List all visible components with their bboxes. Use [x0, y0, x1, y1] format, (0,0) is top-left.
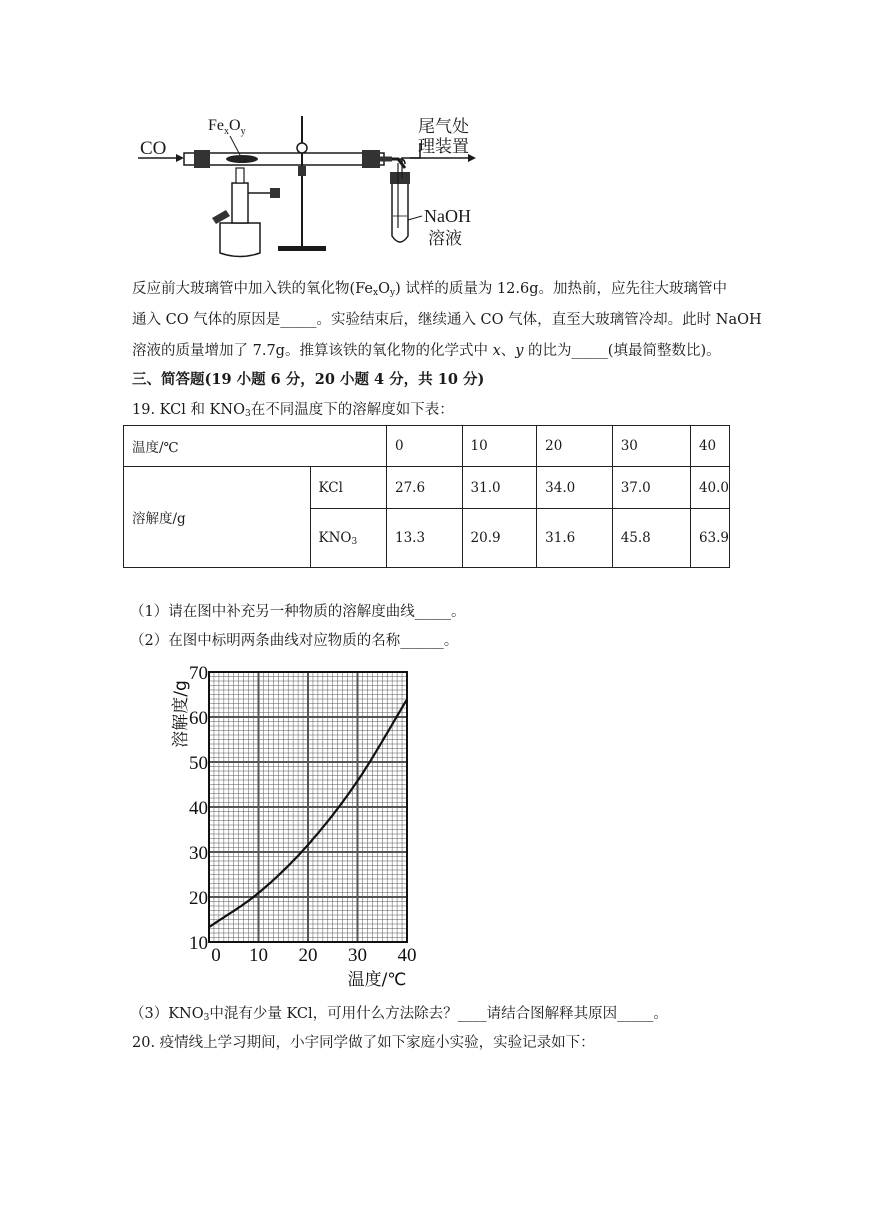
y-axis-label: 溶解度/g — [171, 680, 191, 748]
q19-intro — [132, 398, 454, 419]
svg-text:FexOy — [208, 117, 246, 137]
q19-sub3-sub: 3 — [203, 1013, 210, 1023]
temp-cell: 40 — [690, 426, 729, 467]
kno3-cell: 31.6 — [537, 509, 613, 568]
x-tick-label: 40 — [397, 945, 417, 966]
kcl-cell: 31.0 — [462, 467, 537, 509]
temp-cell: 10 — [462, 426, 537, 467]
para1-line1 — [132, 277, 727, 298]
alcohol-lamp — [220, 223, 260, 257]
q19-sub1: （1）请在图中补充另一种物质的溶解度曲线_____。 — [130, 604, 466, 620]
kcl-name: KCl — [310, 467, 386, 509]
kno3-cell: 63.9 — [690, 509, 729, 568]
glass-tube — [184, 153, 384, 165]
q19-sub3 — [130, 1002, 668, 1023]
kno3-name-text: KNO — [318, 529, 352, 546]
y-tick-label: 50 — [189, 753, 208, 774]
y-tick-label: 20 — [189, 888, 208, 909]
q19-intro-a: 19. KCl 和 KNO — [132, 402, 245, 418]
q19-intro-b: 在不同温度下的溶解度如下表： — [250, 402, 454, 418]
para1-l1sub1: x — [373, 288, 379, 298]
para1-l3x: x — [492, 343, 501, 359]
q19-sub2: （2）在图中标明两条曲线对应物质的名称______。 — [130, 633, 459, 649]
para1-l3y: y — [515, 343, 524, 359]
para1-l1sub2: y — [389, 288, 396, 298]
y-tick-label: 10 — [189, 933, 208, 954]
para1-l3b: 的比为_____(填最简整数比)。 — [523, 343, 721, 359]
solubility-label: 溶解度/g — [124, 467, 311, 568]
y-tick-label: 30 — [189, 843, 208, 864]
temp-cell: 0 — [387, 426, 463, 467]
exhaust-label-2: 理装置 — [418, 137, 469, 157]
kno3-cell: 13.3 — [387, 509, 463, 568]
q19-sub3-b: 中混有少量 KCl，可用什么方法除去？____请结合图解释其原因_____。 — [209, 1006, 668, 1022]
apparatus-figure — [130, 108, 490, 268]
x-tick-label: 20 — [298, 945, 318, 966]
x-tick-label: 10 — [249, 945, 268, 966]
temp-cell: 20 — [537, 426, 613, 467]
kno3-cell: 45.8 — [612, 509, 690, 568]
q20-text: 20. 疫情线上学习期间，小宇同学做了如下家庭小实验，实验记录如下： — [132, 1035, 595, 1051]
x-tick-label: 0 — [211, 945, 221, 966]
para1-l1a: 反应前大玻璃管中加入铁的氧化物(Fe — [132, 281, 374, 297]
oxide-label-y: y — [240, 126, 246, 137]
naoh-label-1: NaOH — [424, 206, 471, 226]
naoh-label-2: 溶液 — [428, 229, 462, 249]
section-title: 三、简答题(19 小题 6 分，20 小题 4 分，共 10 分) — [132, 371, 485, 388]
x-axis-label: 温度/℃ — [347, 970, 407, 990]
oxide-label-o: O — [229, 117, 241, 134]
table-row-kcl — [124, 467, 730, 509]
temp-header: 温度/℃ — [124, 426, 387, 467]
oxide-label-x: x — [224, 126, 229, 137]
para1-line3 — [132, 339, 721, 360]
y-tick-label: 60 — [189, 708, 208, 729]
q19-sub3-a: （3）KNO — [130, 1006, 204, 1022]
oxide-sample — [226, 155, 258, 163]
y-tick-label: 70 — [189, 663, 208, 684]
kcl-cell: 40.0 — [690, 467, 729, 509]
para1-line2: 通入 CO 气体的原因是_____。实验结束后，继续通入 CO 气体，直至大玻璃管冷却。此时 NaOH — [132, 312, 762, 328]
kcl-cell: 34.0 — [537, 467, 613, 509]
kcl-cell: 37.0 — [612, 467, 690, 509]
kcl-cell: 27.6 — [387, 467, 463, 509]
q19-intro-sub: 3 — [244, 409, 251, 419]
exhaust-label-1: 尾气处 — [418, 117, 469, 137]
test-tube — [392, 176, 408, 242]
co-label: CO — [140, 138, 167, 159]
para1-l3a: 溶液的质量增加了 7.7g。推算该铁的氧化物的化学式中 — [132, 343, 493, 359]
kno3-cell: 20.9 — [462, 509, 537, 568]
x-tick-label: 30 — [348, 945, 367, 966]
table-row-temp — [124, 426, 730, 467]
kno3-name-sub: 3 — [351, 536, 358, 547]
y-tick-label: 40 — [189, 798, 208, 819]
solubility-table — [123, 425, 730, 568]
para1-l1c: ) 试样的质量为 12.6g。加热前，应先往大玻璃管中 — [395, 281, 728, 297]
kno3-name — [310, 509, 386, 568]
para1-l1b: O — [378, 281, 390, 297]
temp-cell: 30 — [612, 426, 690, 467]
para1-l3sep: 、 — [500, 343, 516, 359]
oxide-label-fe: Fe — [208, 117, 224, 134]
solubility-chart — [171, 660, 440, 990]
